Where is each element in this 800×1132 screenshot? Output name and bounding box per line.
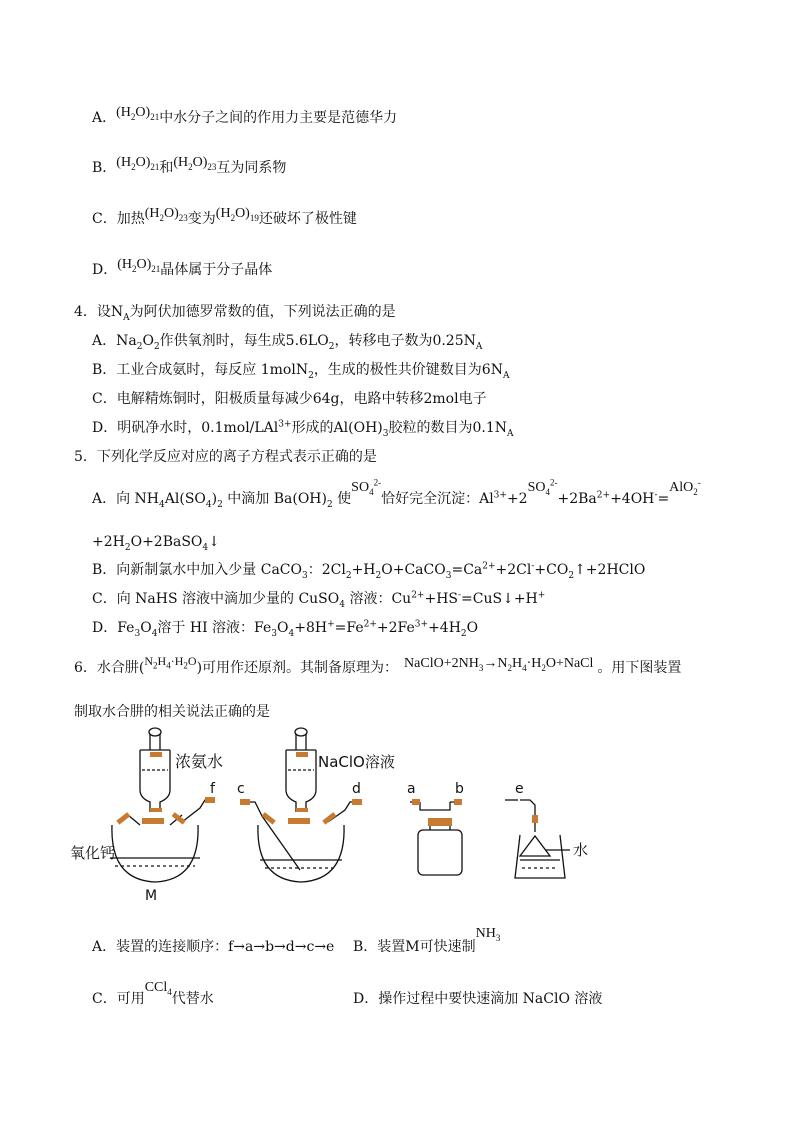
q4-option-b: B．工业合成氨时，每反应 1molN$_2$，生成的极性共价键数目为$6N_A$ — [92, 362, 510, 381]
port-f: f — [210, 781, 215, 797]
port-c: c — [237, 781, 245, 797]
port-a: a — [407, 781, 416, 797]
apparatus-3 — [410, 802, 462, 875]
q5-stem: 5．下列化学反应对应的离子方程式表示正确的是 — [74, 449, 377, 465]
apparatus-2 — [240, 728, 360, 882]
label-calcium-oxide: 氧化钙 — [70, 844, 116, 862]
q6-option-c: C．可用CCl$_4$代替水 — [92, 980, 214, 1007]
q5-option-a-line1: A．向 $NH_4Al(SO_4)_2$ 中滴加 $Ba(OH)_2$ 使$SO_4^{2-}$恰好完全沉淀：$Al^{3+}+2SO_4^{2-}+2Ba^{2+}+4OH^-=AlO_2^-$ — [92, 477, 701, 510]
q4-option-a: A．$Na_2O_2$作供氧剂时，每生成$5.6LO_2$，转移电子数为$0.25N_A$ — [92, 333, 483, 352]
q6-stem-line1: 6．水合肼$(N_2H_4\cdot H_2O)$可用作还原剂。其制备原理为： $NaClO+2NH_3\to N_2H_4\cdot H_2O+NaCl$ 。用下图装置 — [74, 654, 682, 676]
q5-option-d: D．$Fe_3O_4$溶于 HI 溶液：$Fe_3O_4+8H^+=Fe^{2+}+2Fe^{3+}+4H_2O$ — [92, 619, 479, 639]
apparatus-figure — [0, 720, 800, 904]
apparatus-4 — [505, 800, 570, 878]
q6-stem-line2: 制取水合肼的相关说法正确的是 — [74, 704, 270, 720]
label-water: 水 — [573, 841, 589, 859]
q4-option-d: D．明矾净水时，0.1mol/LAl$^{3+}$形成的$Al(OH)_3$胶粒的数目为$0.1N_A$ — [92, 419, 514, 439]
label-m: M — [145, 888, 158, 904]
q3-option-c: C．加热$(H_2O)_{23}$变为$(H_2O)_{19}$还破坏了极性键 — [92, 206, 357, 227]
q5-option-c: C．向 NaHS 溶液中滴加少量的 CuSO$_4$ 溶液：$Cu^{2+}+HS^-=CuS↓+H^+$ — [92, 590, 546, 610]
label-conc-ammonia: 浓氨水 — [175, 752, 224, 771]
port-b: b — [455, 781, 464, 797]
q3-option-d: D．$(H_2O)_{21}$晶体属于分子晶体 — [92, 257, 273, 278]
q4-option-c: C．电解精炼铜时，阳极质量每减少64g，电路中转移2mol电子 — [92, 391, 487, 407]
port-e: e — [515, 781, 524, 797]
q3-option-a: A．$(H_2O)_{21}$中水分子之间的作用力主要是范德华力 — [92, 105, 398, 126]
q3-option-b: B．$(H_2O)_{21}$和$(H_2O)_{23}$互为同系物 — [92, 155, 287, 176]
q6-option-b: B．装置M可快速制$NH_3$ — [353, 926, 501, 955]
q5-option-a-line2: $+2H_2O+2BaSO_4↓$ — [92, 534, 220, 553]
q4-stem: 4．设$N_A$为阿伏加德罗常数的值，下列说法正确的是 — [74, 304, 396, 323]
label-naclo: NaClO溶液 — [318, 753, 395, 771]
q5-option-b: B．向新制氯水中加入少量 CaCO$_3$：$2Cl_2+H_2O+CaCO_3=Ca^{2+}+2Cl^-+CO_2↑+2HClO$ — [92, 561, 646, 581]
q6-option-d: D．操作过程中要快速滴加 NaClO 溶液 — [353, 991, 603, 1007]
port-d: d — [352, 781, 361, 797]
q6-option-a: A．装置的连接顺序：f→a→b→d→c→e — [92, 939, 335, 955]
